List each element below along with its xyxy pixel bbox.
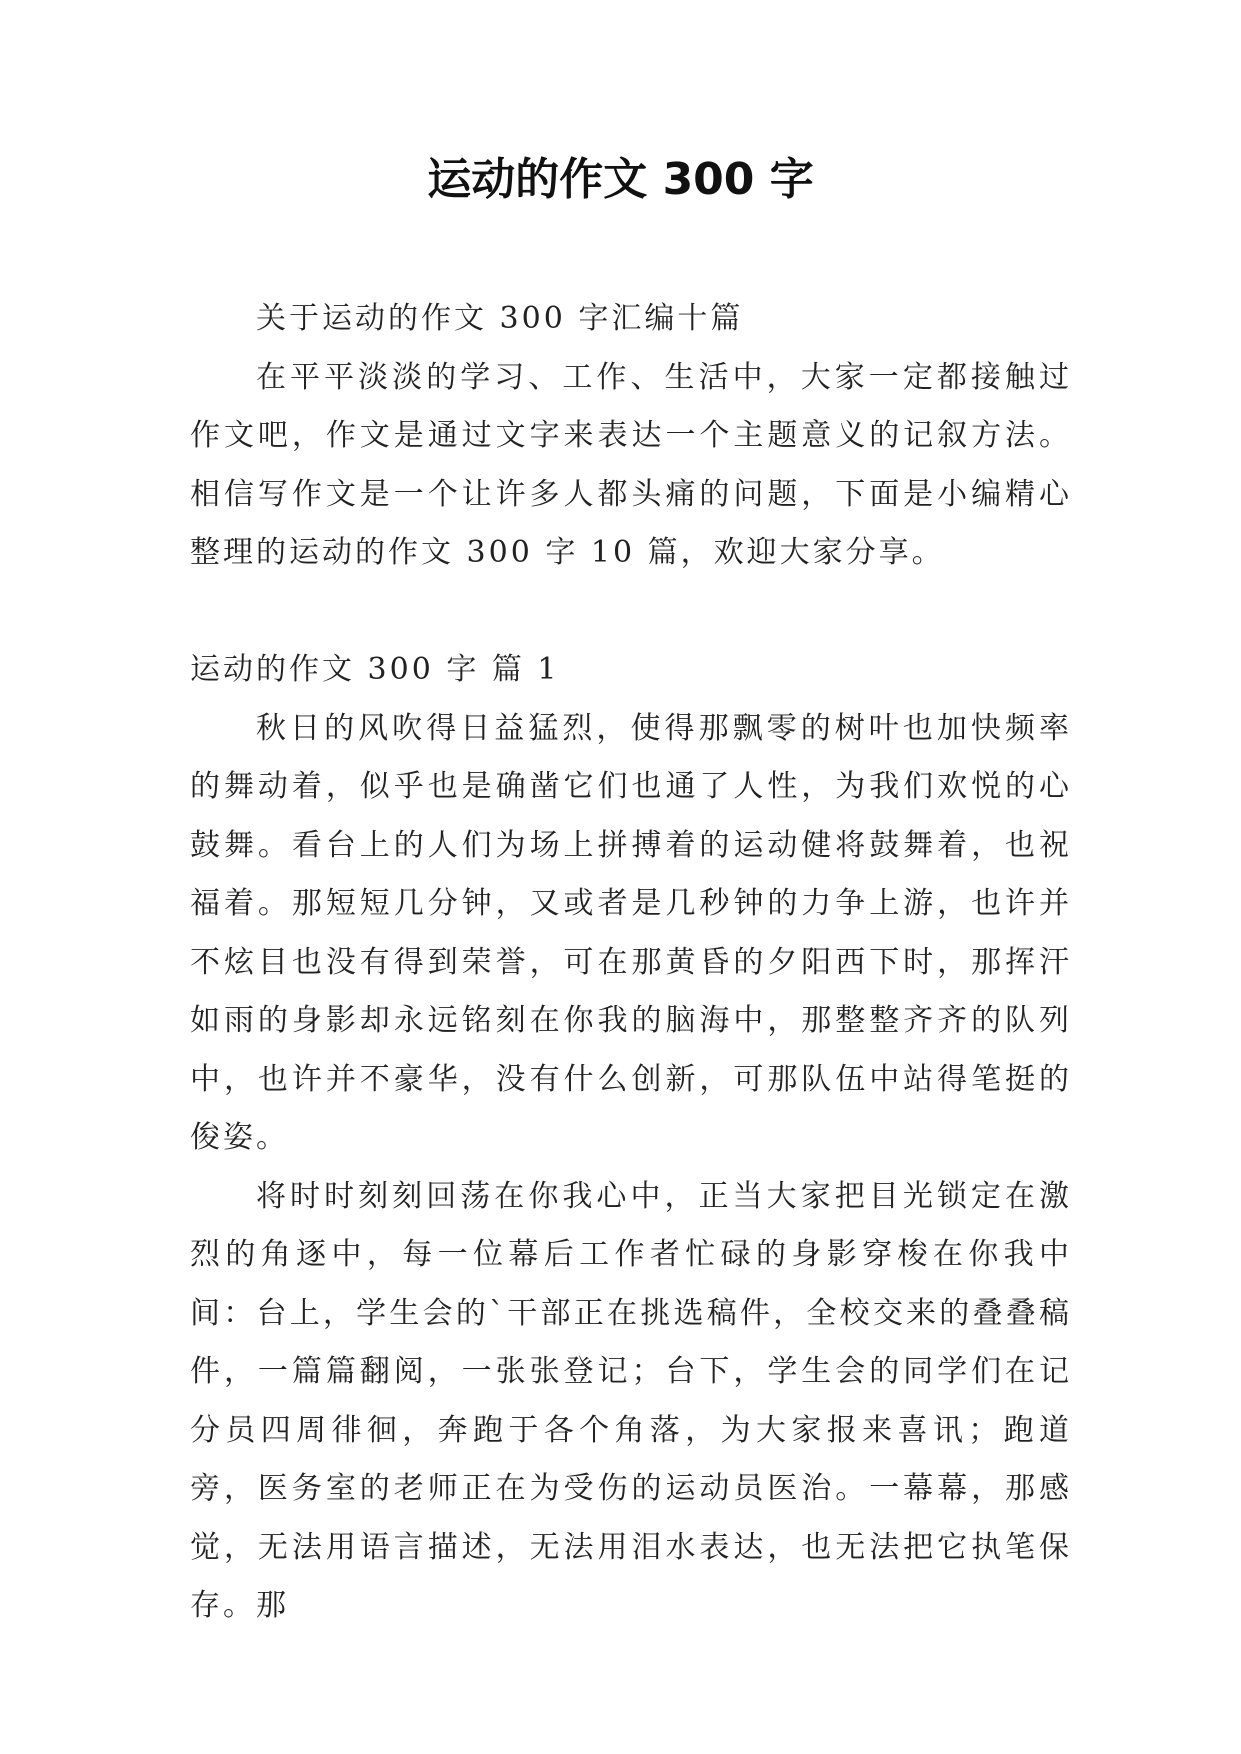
document-title: 运动的作文 300 字 [427,154,814,205]
document-body [190,290,1072,1636]
section-paragraph-1: 秋日的风吹得日益猛烈，使得那飘零的树叶也加快频率的舞动着，似乎也是确凿它们也通了人性，为我们欢悦的心鼓舞。看台上的人们为场上拼搏着的运动健将鼓舞着，也祝福着。那短短几分钟，又或者是几秒钟的力争上游，也许并不炫目也没有得到荣誉，可在那黄昏的夕阳西下时，那挥汗如雨的身影却永远铭刻在你我的脑海中，那整整齐齐的队列中，也许并不豪华，没有什么创新，可那队伍中站得笔挺的俊姿。 [190,710,1072,1155]
section-spacer [190,583,1072,642]
section-paragraph-2: 将时时刻刻回荡在你我心中，正当大家把目光锁定在激烈的角逐中，每一位幕后工作者忙碌的身影穿梭在你我中间：台上，学生会的`干部正在挑选稿件，全校交来的叠叠稿件，一篇篇翻阅，一张张登记；台下，学生会的同学们在记分员四周徘徊，奔跑于各个角落，为大家报来喜讯；跑道旁，医务室的老师正在为受伤的运动员医治。一幕幕，那感觉，无法用语言描述，无法用泪水表达，也无法把它执笔保存。那 [190,1178,1072,1623]
intro-heading: 关于运动的作文 300 字汇编十篇 [256,301,744,336]
section-heading: 运动的作文 300 字 篇 1 [190,652,560,687]
intro-paragraph: 在平平淡淡的学习、工作、生活中，大家一定都接触过作文吧，作文是通过文字来表达一个主题意义的记叙方法。相信写作文是一个让许多人都头痛的问题，下面是小编精心整理的运动的作文 300 字 10 篇，欢迎大家分享。 [190,359,1072,570]
